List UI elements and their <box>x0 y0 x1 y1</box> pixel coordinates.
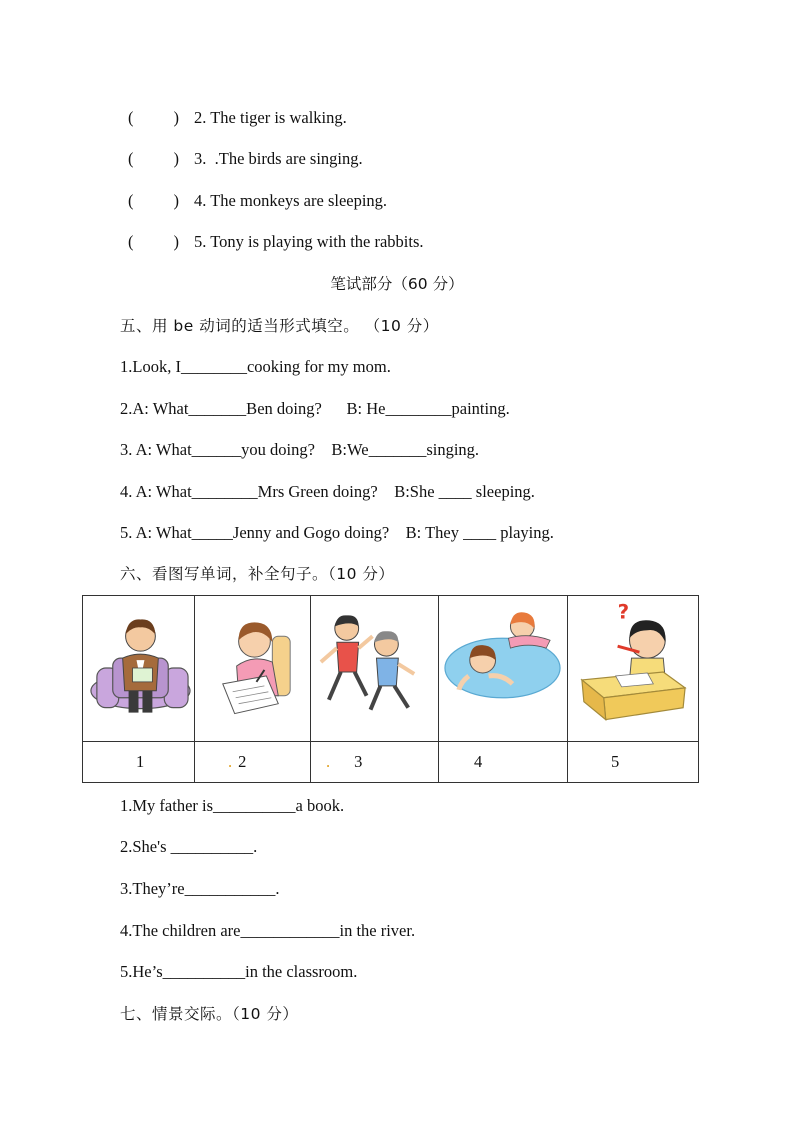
stray-dot: . <box>326 752 331 771</box>
tf-item-4: ( ) 4. The monkeys are sleeping. <box>128 191 388 210</box>
section-six-line-4: 4.The children are____________in the river. <box>120 921 416 940</box>
number-cell-1: 1 <box>83 742 195 783</box>
picture-cell-3 <box>311 596 439 742</box>
section-five-line-2: 2.A: What_______Ben doing? B: He________painting. <box>120 399 510 418</box>
boys-running-icon <box>311 596 438 741</box>
number-cell-4: 4 <box>439 742 568 783</box>
section-five-line-5: 5. A: What_____Jenny and Gogo doing? B: They ____ playing. <box>120 523 554 542</box>
number-row <box>83 742 699 783</box>
picture-cell-2 <box>195 596 311 742</box>
written-part-header: 笔试部分（60 分） <box>330 275 464 293</box>
number-cell-5: 5 <box>568 742 699 783</box>
section-six-title: 六、看图写单词，补全句子。（10 分） <box>120 565 395 583</box>
svg-text:?: ? <box>617 600 630 624</box>
section-five-line-4: 4. A: What________Mrs Green doing? B:She ____ sleeping. <box>120 482 535 501</box>
picture-row <box>83 596 699 742</box>
section-six-line-2: 2.She's __________. <box>120 837 258 856</box>
section-seven-title: 七、情景交际。（10 分） <box>120 1005 299 1023</box>
section-five-line-1: 1.Look, I________cooking for my mom. <box>120 357 391 376</box>
number-cell-2: . 2 <box>195 742 311 783</box>
tf-item-3: ( ) 3. .The birds are singing. <box>128 149 363 168</box>
number-cell-3: . 3 <box>311 742 439 783</box>
boy-thinking-icon <box>568 596 698 741</box>
picture-cell-4 <box>439 596 568 742</box>
section-six-line-3: 3.They’re___________. <box>120 879 280 898</box>
stray-dot: . <box>228 752 233 771</box>
girl-writing-icon <box>195 596 310 741</box>
picture-table <box>82 595 699 783</box>
tf-item-5: ( ) 5. Tony is playing with the rabbits. <box>128 232 424 251</box>
tf-item-2: ( ) 2. The tiger is walking. <box>128 108 347 127</box>
section-six-line-1: 1.My father is__________a book. <box>120 796 345 815</box>
section-five-line-3: 3. A: What______you doing? B:We_______singing. <box>120 440 480 459</box>
section-six-line-5: 5.He’s__________in the classroom. <box>120 962 358 981</box>
picture-cell-5 <box>568 596 699 742</box>
father-reading-icon <box>83 596 194 741</box>
section-five-title: 五、用 be 动词的适当形式填空。 （10 分） <box>120 317 439 335</box>
picture-cell-1 <box>83 596 195 742</box>
children-swimming-icon <box>439 596 567 741</box>
